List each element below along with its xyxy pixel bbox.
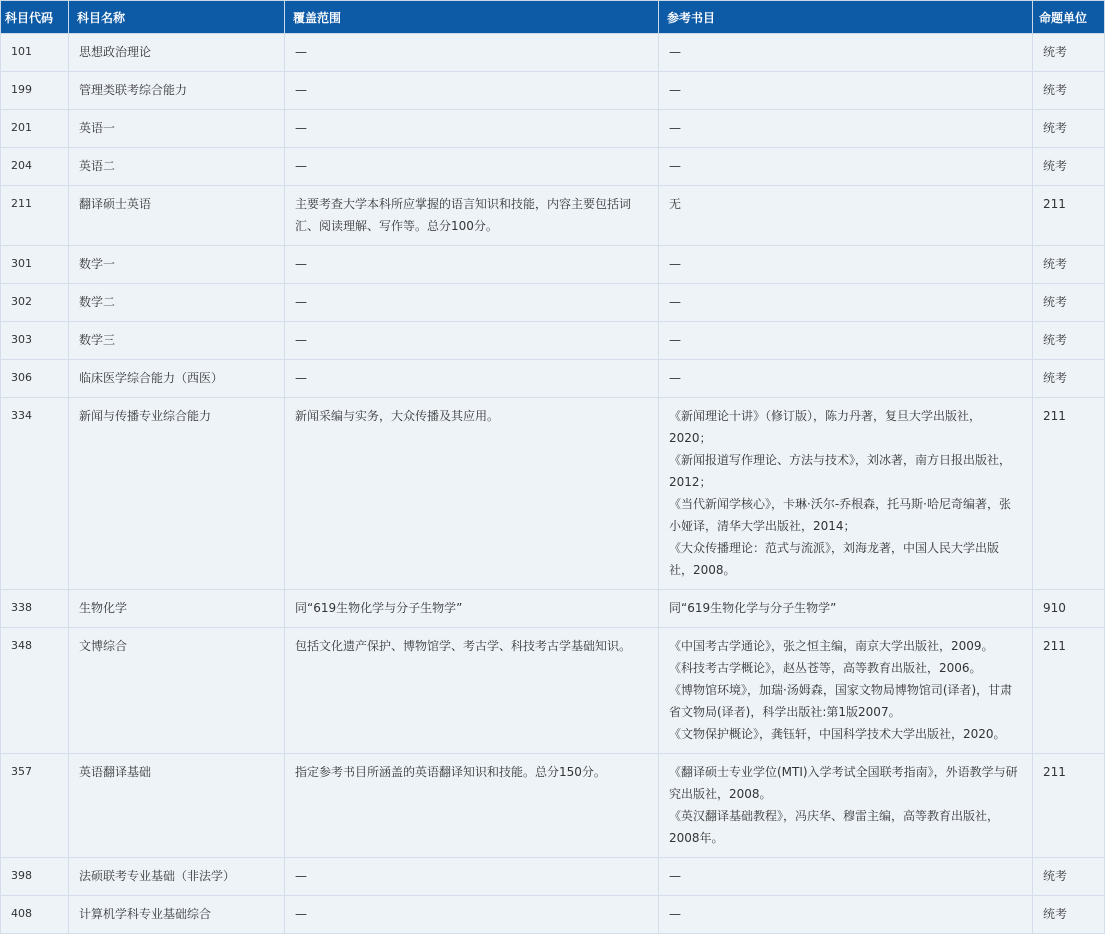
reference-books-cell: [659, 186, 1033, 246]
exam-unit-cell: 统考: [1033, 896, 1105, 934]
coverage-scope-cell: —: [285, 284, 659, 322]
subject-code-cell: 204: [1, 148, 69, 186]
exam-unit-cell: 统考: [1033, 284, 1105, 322]
subject-code-cell: 334: [1, 398, 69, 590]
subject-name-cell: 英语一: [69, 110, 285, 148]
reference-book-entry: 《英汉翻译基础教程》，冯庆华、穆雷主编，高等教育出版社，2008年。: [669, 809, 1000, 845]
subject-name-cell: 英语翻译基础: [69, 754, 285, 858]
subject-name-cell: 生物化学: [69, 590, 285, 628]
subject-name-cell: 新闻与传播专业综合能力: [69, 398, 285, 590]
exam-unit-cell: 211: [1033, 628, 1105, 754]
reference-book-entry: 无: [669, 197, 682, 211]
exam-unit-cell: 统考: [1033, 110, 1105, 148]
table-row: [1, 186, 1105, 246]
reference-book-entry: 同“619生物化学与分子生物学”: [669, 601, 837, 615]
reference-books-cell: [659, 148, 1033, 186]
table-row: [1, 110, 1105, 148]
table-row: [1, 284, 1105, 322]
table-row: [1, 246, 1105, 284]
table-row: [1, 34, 1105, 72]
subject-name-cell: 法硕联考专业基础（非法学）: [69, 858, 285, 896]
subject-code-cell: 338: [1, 590, 69, 628]
reference-books-cell: [659, 246, 1033, 284]
reference-book-entry: 《中国考古学通论》，张之恒主编，南京大学出版社，2009。: [669, 639, 994, 653]
subject-name-cell: 数学二: [69, 284, 285, 322]
subject-code-cell: 201: [1, 110, 69, 148]
subject-code-cell: 348: [1, 628, 69, 754]
reference-book-entry: —: [669, 295, 681, 309]
reference-books-cell: [659, 628, 1033, 754]
reference-book-entry: 《科技考古学概论》，赵丛苍等，高等教育出版社，2006。: [669, 661, 982, 675]
coverage-scope-cell: —: [285, 72, 659, 110]
exam-unit-cell: 211: [1033, 754, 1105, 858]
subject-name-cell: 数学三: [69, 322, 285, 360]
subject-code-cell: 302: [1, 284, 69, 322]
subject-code-cell: 301: [1, 246, 69, 284]
table-body: [1, 34, 1105, 934]
header-subject-name: 科目名称: [69, 1, 285, 34]
coverage-scope-cell: —: [285, 322, 659, 360]
reference-books-cell: [659, 754, 1033, 858]
reference-books-cell: [659, 110, 1033, 148]
reference-book-entry: 《新闻报道写作理论、方法与技术》，刘冰著，南方日报出版社，2012；: [669, 453, 1012, 489]
coverage-scope-cell: 主要考查大学本科所应掌握的语言知识和技能，内容主要包括词汇、阅读理解、写作等。总分100分。: [285, 186, 659, 246]
reference-book-entry: —: [669, 907, 681, 921]
reference-book-entry: —: [669, 45, 681, 59]
table-row: [1, 896, 1105, 934]
subject-code-cell: 357: [1, 754, 69, 858]
reference-book-entry: —: [669, 371, 681, 385]
subject-code-cell: 398: [1, 858, 69, 896]
table-row: [1, 628, 1105, 754]
table-row: [1, 322, 1105, 360]
coverage-scope-cell: 包括文化遗产保护、博物馆学、考古学、科技考古学基础知识。: [285, 628, 659, 754]
table-row: [1, 590, 1105, 628]
subject-code-cell: 303: [1, 322, 69, 360]
coverage-scope-cell: —: [285, 110, 659, 148]
exam-unit-cell: 统考: [1033, 246, 1105, 284]
reference-book-entry: 《当代新闻学核心》，卡琳·沃尔-乔根森，托马斯·哈尼奇编著，张小娅译，清华大学出版社，2014；: [669, 497, 1011, 533]
reference-books-cell: [659, 72, 1033, 110]
exam-unit-cell: 统考: [1033, 72, 1105, 110]
subject-code-cell: 211: [1, 186, 69, 246]
reference-books-cell: [659, 322, 1033, 360]
exam-unit-cell: 统考: [1033, 858, 1105, 896]
coverage-scope-cell: —: [285, 34, 659, 72]
subject-code-cell: 199: [1, 72, 69, 110]
header-coverage-scope: 覆盖范围: [285, 1, 659, 34]
exam-unit-cell: 211: [1033, 398, 1105, 590]
coverage-scope-cell: —: [285, 246, 659, 284]
reference-books-cell: [659, 896, 1033, 934]
reference-book-entry: —: [669, 257, 681, 271]
reference-book-entry: 《文物保护概论》，龚钰轩，中国科学技术大学出版社，2020。: [669, 727, 1006, 741]
coverage-scope-cell: 新闻采编与实务，大众传播及其应用。: [285, 398, 659, 590]
exam-unit-cell: 统考: [1033, 148, 1105, 186]
reference-book-entry: —: [669, 869, 681, 883]
table-row: [1, 72, 1105, 110]
header-reference-books: 参考书目: [659, 1, 1033, 34]
exam-unit-cell: 211: [1033, 186, 1105, 246]
subject-name-cell: 英语二: [69, 148, 285, 186]
reference-book-entry: —: [669, 333, 681, 347]
subject-code-cell: 101: [1, 34, 69, 72]
reference-books-cell: [659, 590, 1033, 628]
subject-name-cell: 翻译硕士英语: [69, 186, 285, 246]
reference-book-entry: —: [669, 83, 681, 97]
table-row: [1, 360, 1105, 398]
reference-books-cell: [659, 398, 1033, 590]
header-subject-code: 科目代码: [1, 1, 69, 34]
coverage-scope-cell: —: [285, 360, 659, 398]
header-exam-unit: 命题单位: [1033, 1, 1105, 34]
reference-book-entry: 《新闻理论十讲》（修订版），陈力丹著，复旦大学出版社，2020；: [669, 409, 982, 445]
subject-name-cell: 管理类联考综合能力: [69, 72, 285, 110]
reference-book-entry: —: [669, 159, 681, 173]
subject-name-cell: 文博综合: [69, 628, 285, 754]
reference-book-entry: —: [669, 121, 681, 135]
reference-books-cell: [659, 858, 1033, 896]
coverage-scope-cell: —: [285, 896, 659, 934]
exam-unit-cell: 统考: [1033, 322, 1105, 360]
subject-name-cell: 数学一: [69, 246, 285, 284]
coverage-scope-cell: 指定参考书目所涵盖的英语翻译知识和技能。总分150分。: [285, 754, 659, 858]
subject-code-cell: 408: [1, 896, 69, 934]
table-row: [1, 148, 1105, 186]
table-row: [1, 754, 1105, 858]
reference-book-entry: 《翻译硕士专业学位(MTI)入学考试全国联考指南》，外语教学与研究出版社，2008。: [669, 765, 1018, 801]
reference-books-cell: [659, 360, 1033, 398]
subject-name-cell: 思想政治理论: [69, 34, 285, 72]
exam-unit-cell: 统考: [1033, 360, 1105, 398]
reference-books-cell: [659, 284, 1033, 322]
reference-books-cell: [659, 34, 1033, 72]
coverage-scope-cell: 同“619生物化学与分子生物学”: [285, 590, 659, 628]
subject-name-cell: 计算机学科专业基础综合: [69, 896, 285, 934]
subject-code-cell: 306: [1, 360, 69, 398]
table-row: [1, 858, 1105, 896]
table-row: [1, 398, 1105, 590]
reference-book-entry: 《大众传播理论：范式与流派》，刘海龙著，中国人民大学出版社，2008。: [669, 541, 1000, 577]
reference-book-entry: 《博物馆环境》，加瑞·汤姆森，国家文物局博物馆司(译者)，甘肃省文物局(译者)，科学出版社:第1版2007。: [669, 683, 1013, 719]
table-header-row: [1, 1, 1105, 34]
coverage-scope-cell: —: [285, 148, 659, 186]
exam-unit-cell: 统考: [1033, 34, 1105, 72]
subject-name-cell: 临床医学综合能力（西医）: [69, 360, 285, 398]
coverage-scope-cell: —: [285, 858, 659, 896]
exam-unit-cell: 910: [1033, 590, 1105, 628]
